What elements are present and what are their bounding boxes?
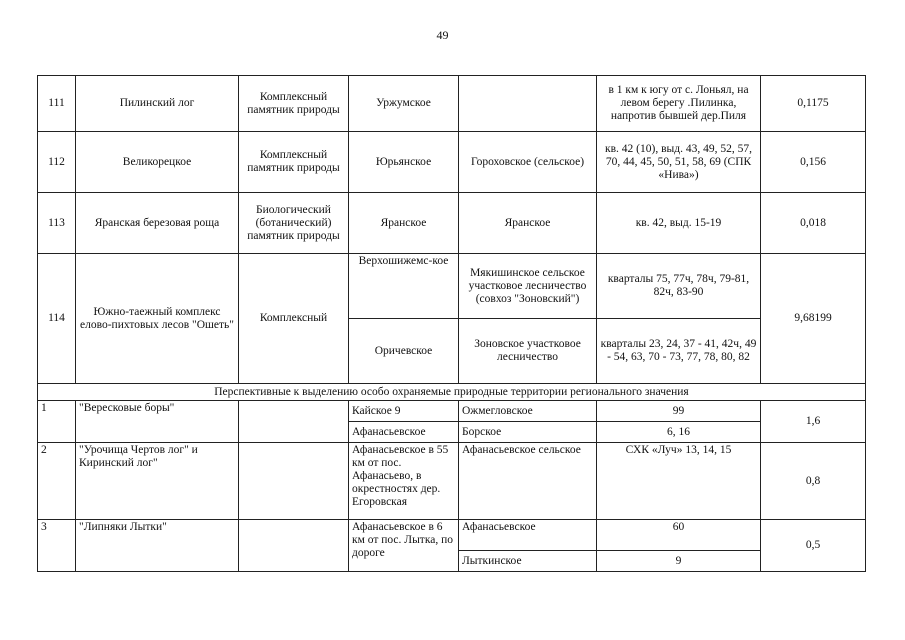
section-title: Перспективные к выделению особо охраняемые природные территории регионального значения bbox=[38, 384, 866, 401]
district: Юрьянское bbox=[349, 132, 459, 193]
settlement: Мякишинское сельское участковое лесничество (совхоз "Зоновский") bbox=[459, 254, 597, 319]
area-size: 0,1175 bbox=[761, 76, 866, 132]
section-header-row bbox=[38, 384, 866, 401]
area-category: Комплексный памятник природы bbox=[239, 76, 349, 132]
district: Верхошижемс-кое bbox=[349, 254, 459, 319]
row-number: 1 bbox=[38, 401, 76, 443]
area-category: Биологический (ботанический) памятник природы bbox=[239, 193, 349, 254]
settlement: Борское bbox=[459, 422, 597, 443]
area-name: Пилинский лог bbox=[76, 76, 239, 132]
settlement: Зоновское участковое лесничество bbox=[459, 319, 597, 384]
table-row bbox=[38, 76, 866, 132]
location: СХК «Луч» 13, 14, 15 bbox=[597, 443, 761, 520]
area-size: 9,68199 bbox=[761, 254, 866, 384]
settlement: Ожмегловское bbox=[459, 401, 597, 422]
row-number: 2 bbox=[38, 443, 76, 520]
area-size: 0,5 bbox=[761, 520, 866, 572]
settlement: Лыткинское bbox=[459, 551, 597, 572]
table-row bbox=[38, 193, 866, 254]
location: кв. 42 (10), выд. 43, 49, 52, 57, 70, 44, 45, 50, 51, 58, 69 (СПК «Нива») bbox=[597, 132, 761, 193]
table-row bbox=[38, 254, 866, 319]
area-size: 1,6 bbox=[761, 401, 866, 443]
settlement: Афанасьевское bbox=[459, 520, 597, 551]
row-number: 113 bbox=[38, 193, 76, 254]
area-size: 0,018 bbox=[761, 193, 866, 254]
settlement bbox=[459, 76, 597, 132]
location: 60 bbox=[597, 520, 761, 551]
location: кварталы 75, 77ч, 78ч, 79-81, 82ч, 83-90 bbox=[597, 254, 761, 319]
table-row bbox=[38, 401, 866, 422]
district: Афанасьевское в 55 км от пос. Афанасьево, в окрестностях дер. Егоровская bbox=[349, 443, 459, 520]
area-name: "Урочища Чертов лог" и Киринский лог" bbox=[76, 443, 239, 520]
area-name: Великорецкое bbox=[76, 132, 239, 193]
district: Кайское 9 bbox=[349, 401, 459, 422]
settlement: Гороховское (сельское) bbox=[459, 132, 597, 193]
table-row bbox=[38, 132, 866, 193]
location: 9 bbox=[597, 551, 761, 572]
area-size: 0,156 bbox=[761, 132, 866, 193]
area-category bbox=[239, 443, 349, 520]
district: Афанасьевское bbox=[349, 422, 459, 443]
area-size: 0,8 bbox=[761, 443, 866, 520]
location: кварталы 23, 24, 37 - 41, 42ч, 49 - 54, 63, 70 - 73, 77, 78, 80, 82 bbox=[597, 319, 761, 384]
row-number: 3 bbox=[38, 520, 76, 572]
area-category bbox=[239, 520, 349, 572]
area-name: "Липняки Лытки" bbox=[76, 520, 239, 572]
row-number: 112 bbox=[38, 132, 76, 193]
district: Афанасьевское в 6 км от пос. Лытка, по дороге bbox=[349, 520, 459, 572]
area-name: "Вересковые боры" bbox=[76, 401, 239, 443]
district: Оричевское bbox=[349, 319, 459, 384]
area-category: Комплексный bbox=[239, 254, 349, 384]
area-category: Комплексный памятник природы bbox=[239, 132, 349, 193]
protected-areas-table bbox=[37, 75, 866, 572]
settlement: Афанасьевское сельское bbox=[459, 443, 597, 520]
page-number: 49 bbox=[436, 28, 449, 42]
table-row bbox=[38, 443, 866, 520]
location: кв. 42, выд. 15-19 bbox=[597, 193, 761, 254]
table-row bbox=[38, 520, 866, 551]
area-name: Яранская березовая роща bbox=[76, 193, 239, 254]
location: 99 bbox=[597, 401, 761, 422]
location: в 1 км к югу от с. Лоньял, на левом берегу .Пилинка, напротив бывшей дер.Пиля bbox=[597, 76, 761, 132]
location: 6, 16 bbox=[597, 422, 761, 443]
district: Яранское bbox=[349, 193, 459, 254]
area-category bbox=[239, 401, 349, 443]
area-name: Южно-таежный комплекс елово-пихтовых лесов "Ошеть" bbox=[76, 254, 239, 384]
settlement: Яранское bbox=[459, 193, 597, 254]
row-number: 111 bbox=[38, 76, 76, 132]
row-number: 114 bbox=[38, 254, 76, 384]
district: Уржумское bbox=[349, 76, 459, 132]
